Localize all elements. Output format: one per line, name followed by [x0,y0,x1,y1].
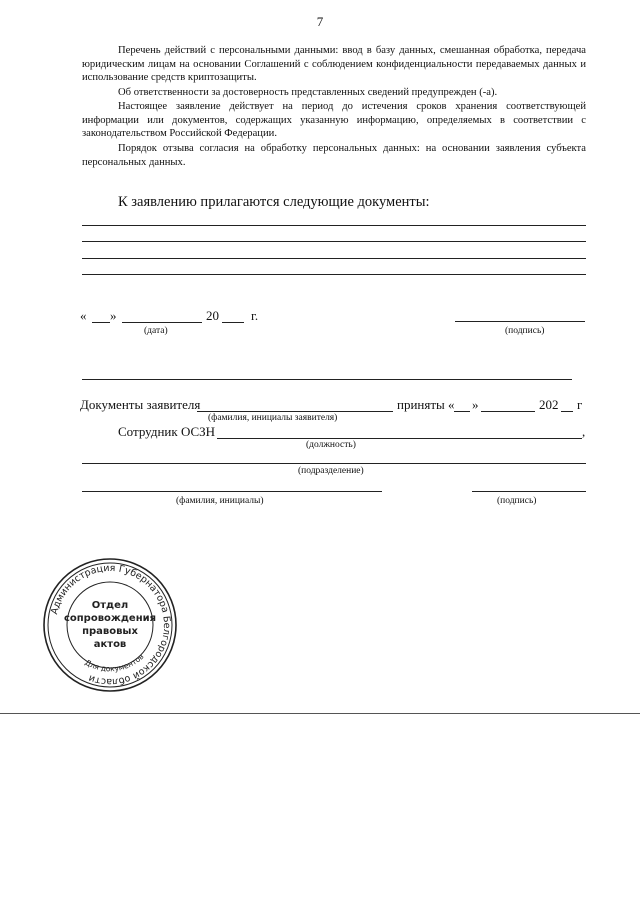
attachment-line-4 [82,274,586,275]
final-name-caption: (фамилия, инициалы) [176,496,264,506]
page-number: 7 [316,14,324,29]
final-name-line [82,491,382,492]
accepted-year-line [561,411,573,412]
paragraph-actions: Перечень действий с персональными данными: ввод в базу данных, смешанная обработка, передача юридическим лицам на основании Соглашений с соблюдением конфиденциальности передаваемых данных и использование средств криптозащиты. [82,45,586,84]
position-caption: (должность) [306,440,356,450]
paragraph-validity: Настоящее заявление действует на период до истечения сроков хранения соответствующей информации или документов, содержащих указанную информацию, определяемых в соответствии с законодательством Российской Федерации. [82,101,586,140]
date-close-quote: » [110,308,117,323]
accepted-day-line [454,411,470,412]
attachments-heading: К заявлению прилагаются следующие документы: [118,194,430,210]
stamp-line-4: актов [93,639,127,650]
separator-line [82,379,572,380]
date-caption: (дата) [144,326,168,336]
applicant-name-line [197,411,393,412]
documents-label: Документы заявителя [80,397,201,412]
accepted-close-quote: » [472,397,479,412]
stamp-line-1: Отдел [91,600,129,611]
attachment-line-1 [82,225,586,226]
attachment-line-2 [82,241,586,242]
day-line [92,322,110,323]
stamp-line-2: сопровождения [63,613,157,624]
attachment-line-3 [82,258,586,259]
signature-line [455,321,585,322]
accepted-label: приняты « [397,397,455,412]
division-caption: (подразделение) [298,466,364,476]
year-line [222,322,244,323]
employee-position-line [217,438,582,439]
stamp-line-3: правовых [82,626,138,637]
scan-edge-line [0,713,640,714]
year-prefix: 20 [206,308,219,323]
signature-caption: (подпись) [505,326,545,336]
stamp-outer-text: Администрация Губернатора Белгородской области [49,562,173,688]
final-signature-line [472,491,586,492]
employee-trailing-comma: , [582,424,586,439]
year-suffix: г. [251,308,259,323]
month-line [122,322,202,323]
paragraph-responsibility: Об ответственности за достоверность представленных сведений предупрежден (-а). [118,87,498,98]
final-signature-caption: (подпись) [497,496,537,506]
accepted-month-line [481,411,535,412]
employee-label: Сотрудник ОСЗН [118,424,216,439]
office-stamp [40,555,180,695]
accepted-year-suffix: г [577,397,583,412]
accepted-year: 202 [539,397,559,412]
date-open-quote: « [80,308,87,323]
stamp-bottom-text: Для документов [83,651,146,674]
applicant-name-caption: (фамилия, инициалы заявителя) [208,413,338,423]
paragraph-withdrawal: Порядок отзыва согласия на обработку персональных данных: на основании заявления субъекта персональных данных. [82,143,586,168]
division-line [82,463,586,464]
